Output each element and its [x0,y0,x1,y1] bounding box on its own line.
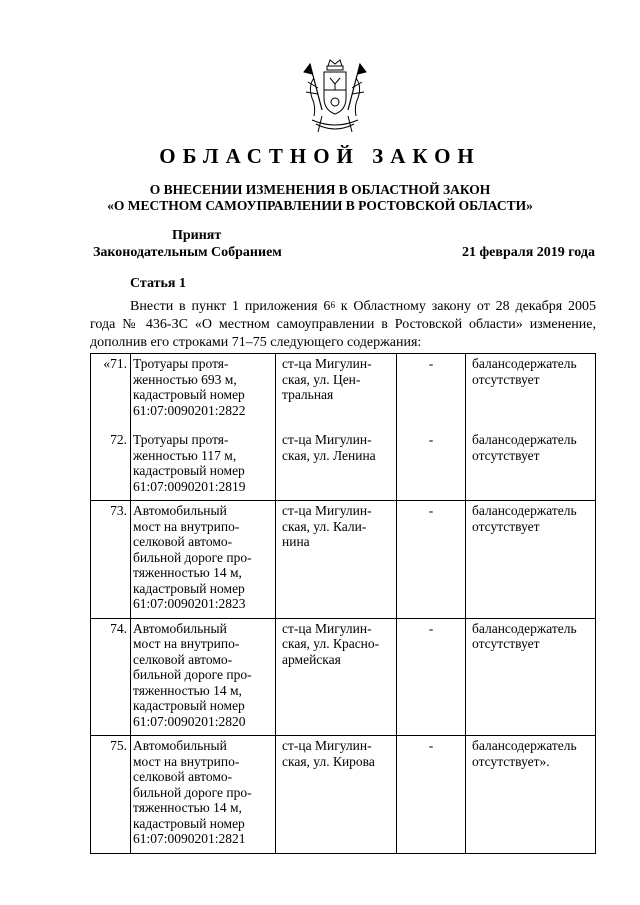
article-text-part-2: к Областному закону от 28 декабря 2005 года № 436-ЗС «О местном самоуправлении в Ростовской области» изменение, дополнив его строками 71–75 следующего содержания: [90,299,596,350]
coat-of-arms-emblem [300,58,370,138]
table-row [91,424,596,501]
object-address: ст-ца Мигулин- ская, ул. Кирова [276,736,397,854]
empty-value-dash: - [397,618,466,736]
document-title: ОБЛАСТНОЙ ЗАКОН [159,144,481,168]
objects-table-body [91,354,596,854]
adoption-date: 21 февраля 2019 года [462,245,595,260]
object-description: Автомобильный мост на внутрипо- селковой автомо- бильной дороге про- тяженностью 14 м, кадастровый номер 61:07:0090201:2823 [131,501,276,619]
object-description: Автомобильный мост на внутрипо- селковой автомо- бильной дороге про- тяженностью 14 м, кадастровый номер 61:07:0090201:2821 [131,736,276,854]
document-subtitle-line-1: О ВНЕСЕНИИ ИЗМЕНЕНИЯ В ОБЛАСТНОЙ ЗАКОН [149,182,491,197]
article-heading: Статья 1 [130,276,186,291]
object-description: Тротуары протя- женностью 693 м, кадастровый номер 61:07:0090201:2822 [131,354,276,425]
article-text [90,298,596,352]
object-address: ст-ца Мигулин- ская, ул. Кали- нина [276,501,397,619]
row-number: 73. [91,501,131,619]
table-row [91,501,596,619]
balance-holder: балансодержатель отсутствует [466,618,596,736]
table-row [91,618,596,736]
empty-value-dash: - [397,736,466,854]
object-address: ст-ца Мигулин- ская, ул. Красно- армейская [276,618,397,736]
balance-holder: балансодержатель отсутствует [466,501,596,619]
object-address: ст-ца Мигулин- ская, ул. Цен- тральная [276,354,397,425]
balance-holder: балансодержатель отсутствует». [466,736,596,854]
objects-table [90,353,596,854]
article-text-superscript: 6 [330,300,335,310]
article-text-part-1: Внести в пункт 1 приложения 6 [130,299,331,314]
row-number: 74. [91,618,131,736]
row-number: 72. [91,424,131,501]
empty-value-dash: - [397,501,466,619]
row-number: 75. [91,736,131,854]
balance-holder: балансодержатель отсутствует [466,354,596,425]
object-description: Тротуары протя- женностью 117 м, кадастровый номер 61:07:0090201:2819 [131,424,276,501]
table-row [91,736,596,854]
document-subtitle-line-2: «О МЕСТНОМ САМОУПРАВЛЕНИИ В РОСТОВСКОЙ ОБЛАСТИ» [107,198,533,213]
object-description: Автомобильный мост на внутрипо- селковой автомо- бильной дороге про- тяженностью 14 м, кадастровый номер 61:07:0090201:2820 [131,618,276,736]
balance-holder: балансодержатель отсутствует [466,424,596,501]
adopting-body: Законодательным Собранием [93,245,282,260]
adoption-label: Принят [172,228,222,243]
table-row [91,354,596,425]
object-address: ст-ца Мигулин- ская, ул. Ленина [276,424,397,501]
row-number: «71. [91,354,131,425]
empty-value-dash: - [397,354,466,425]
empty-value-dash: - [397,424,466,501]
